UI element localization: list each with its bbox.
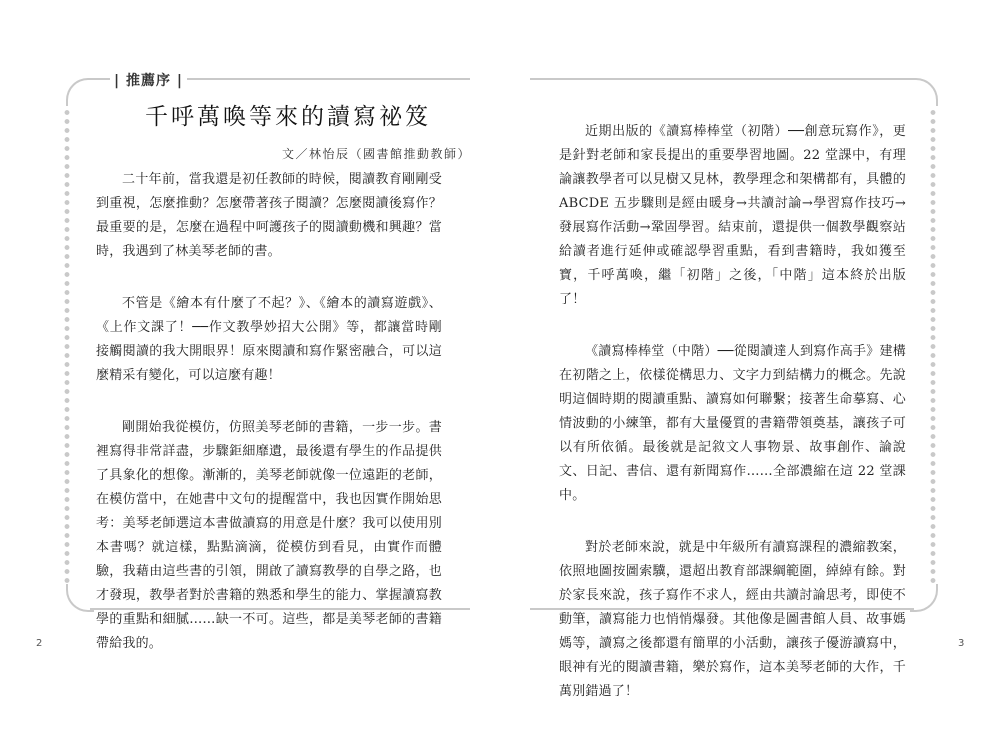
frame-top-right-corner <box>910 78 938 106</box>
frame-top-line <box>530 78 914 80</box>
right-body-text <box>559 120 906 732</box>
section-tag: | 推薦序 | <box>110 70 187 90</box>
author-byline: 文／林怡辰（國書館推動教師） <box>282 147 472 161</box>
frame-left-dots <box>64 108 70 583</box>
paragraph: 不管是《繪本有什麼了不起？》、《繪本的讀寫遊戲》、《上作文課了！──作文教學妙招大公開》等，都讓當時剛接觸閱讀的我大開眼界！原來閱讀和寫作緊密融合，可以這麼精采有變化，可以這麼有趣！ <box>96 296 442 383</box>
paragraph: 剛開始我從模仿，仿照美琴老師的書籍，一步一步。書裡寫得非常詳盡，步驟鉅細靡遺，最後還有學生的作品提供了具象化的想像。漸漸的，美琴老師就像一位遠距的老師，在模仿當中，在她書中文句的提醒當中，我也因實作開始思考：美琴老師選這本書做讀寫的用意是什麼？我可以使用別本書嗎？就這樣，點點滴滴，從模仿到看見，由實作而體驗，我藉由這些書的引領，開啟了讀寫教學的自學之路，也才發現，教學者對於書籍的熟悉和學生的能力、掌握讀寫教學的重點和細膩……缺一不可。這些，都是美琴老師的書籍帶給我的。 <box>96 420 442 651</box>
right-page <box>500 0 1000 699</box>
page-title: 千呼萬喚等來的讀寫祕笈 <box>145 104 431 130</box>
left-body-text <box>96 168 442 684</box>
paragraph: 《讀寫棒棒堂（中階）──從閱讀達人到寫作高手》建構在初階之上，依樣從構思力、文字力到結構力的概念。先說明這個時期的閱讀重點、讀寫如何聯繫；接著生命摹寫、心情波動的小練筆，都有大量優質的書籍帶領奠基，讓孩子可以有所依循。最後就是記敘文人事物景、故事創作、論說文、日記、書信、還有新聞寫作……全部濃縮在這 22 堂課中。 <box>559 344 906 503</box>
left-page <box>0 0 500 676</box>
frame-right-dots <box>930 108 936 583</box>
paragraph: 二十年前，當我還是初任教師的時候，閱讀教育剛剛受到重視，怎麼推動？怎麼帶著孩子閱讀？怎麼閱讀後寫作？最重要的是，怎麼在過程中呵護孩子的閱讀動機和興趣？當時，我遇到了林美琴老師的書。 <box>96 172 442 259</box>
paragraph: 近期出版的《讀寫棒棒堂（初階）──創意玩寫作》，更是針對老師和家長提出的重要學習地圖。22 堂課中，有理論讓教學者可以見樹又見林，教學理念和架構都有，具體的 ABCDE 五步驟則是經由暖身→共讀討論→學習寫作技巧→發展寫作活動→鞏固學習。結束前，還提供一個教學觀察站給讀者進行延伸或確認學習重點，看到書籍時，我如獲至寶，千呼萬喚，繼「初階」之後，「中階」這本終於出版了！ <box>559 124 906 307</box>
frame-bottom-right-corner <box>910 584 938 612</box>
page-number: 2 <box>36 638 43 649</box>
page-number: 3 <box>958 638 965 649</box>
paragraph: 對於老師來說，就是中年級所有讀寫課程的濃縮教案，依照地圖按圖索驥，還超出教育部課綱範圍，綽綽有餘。對於家長來說，孩子寫作不求人，經由共讀討論思考，即使不動筆，讀寫能力也悄悄爆發。其他像是圖書館人員、故事媽媽等，讀寫之後都還有簡單的小活動，讓孩子優游讀寫中，眼神有光的閱讀書籍，樂於寫作，這本美琴老師的大作，千萬別錯過了！ <box>559 540 906 699</box>
frame-top-left-corner <box>66 78 94 106</box>
